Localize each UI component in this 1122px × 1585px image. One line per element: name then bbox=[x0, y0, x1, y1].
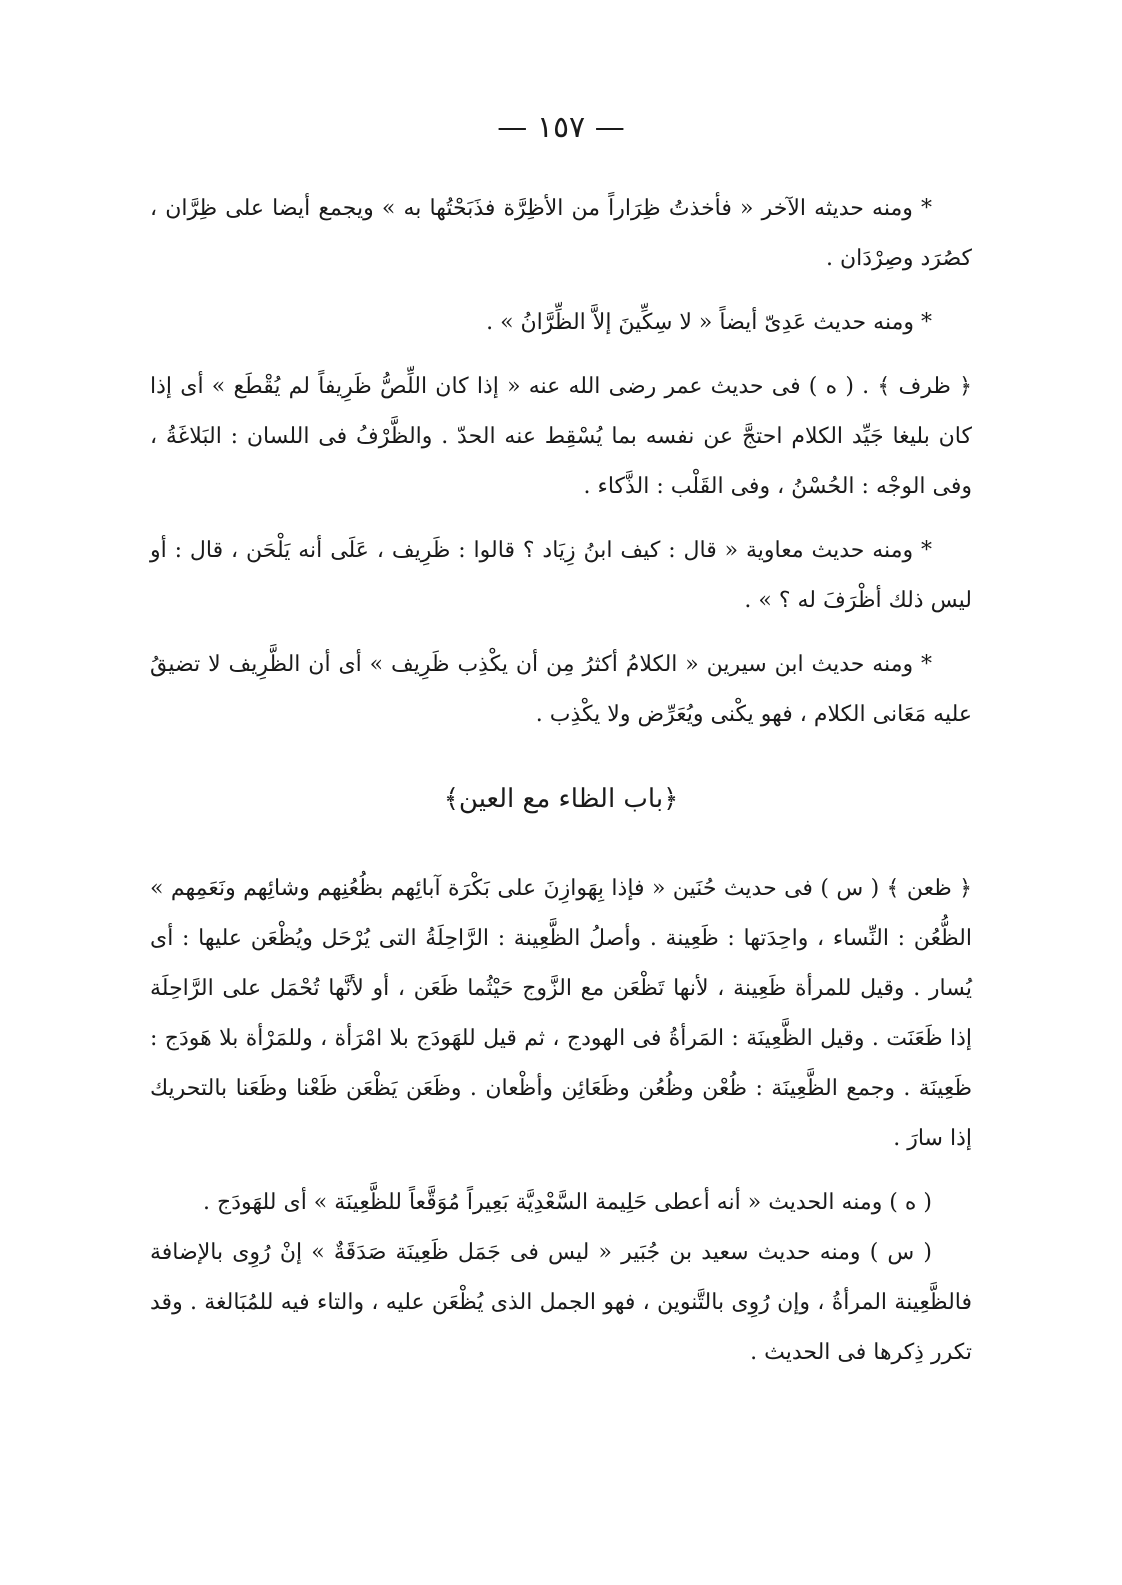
page-number: — ١٥٧ — bbox=[497, 110, 625, 145]
paragraph: * ومنه حديثه الآخر « فأخذتُ ظِرَاراً من الأظِرَّة فذَبَحْتُها به » ويجمع أيضا على ظِرَّان ، كصُرَد وصِرْدَان . bbox=[150, 196, 972, 271]
paragraph: ( س ) ومنه حديث سعيد بن جُبَير « ليس فى جَمَل ظَعِينَة صَدَقَةٌ » إنْ رُوِى بالإضافة فالظَّعِينة المرأةُ ، وإن رُوِى بالتَّنوين ، فهو الجمل الذى يُظْعَن عليه ، والتاء فيه للمُبَالغة . وقد تكرر ذِكرها فى الحديث . bbox=[150, 1240, 972, 1365]
paragraph: * ومنه حديث معاوية « قال : كيف ابنُ زِيَاد ؟ قالوا : ظَرِيف ، عَلَى أنه يَلْحَن ، قال : أو ليس ذلك أظْرَفَ له ؟ » . bbox=[150, 538, 972, 613]
entries-bottom bbox=[150, 864, 972, 1378]
entry-zaan: ﴿ ظعن ﴾ ( س ) فى حديث حُنَين « فإذا بِهَوازِنَ على بَكْرَة آبائِهم بظُعُنِهم وشائِهم ونَعَمِهم » الظُّعُن : النِّساء ، واحِدَتها : ظَعِينة . وأصلُ الظَّعِينة : الرَّاحِلَةُ التى يُرْحَل ويُظْعَن عليها : أى يُسار . وقيل للمرأة ظَعِينة ، لأنها تَظْعَن مع الزَّوج حَيْثُما ظَعَن ، أو لأنَّها تُحْمَل على الرَّاحِلَة إذا ظَعَنَت . وقيل الظَّعِينَة : المَرأةُ فى الهودج ، ثم قيل للهَودَج بلا امْرَأة ، وللمَرْأة بلا هَودَج : ظَعِينَة . وجمع الظَّعِينَة : ظُعْن وظُعُن وظَعَائِن وأظْعان . وظَعَن يَظْعَن ظَعْنا وظَعَنا بالتحريك إذا سارَ . bbox=[150, 876, 972, 1151]
section-title: ﴿باب الظاء مع العين﴾ bbox=[443, 784, 679, 814]
paragraph: * ومنه حديث عَدِىّ أيضاً « لا سِكِّينَ إلاَّ الظِّرَّانُ » . bbox=[486, 310, 932, 335]
paragraph: * ومنه حديث ابن سيرين « الكلامُ أكثرُ مِن أن يكْذِب ظَرِيف » أى أن الظَّرِيف لا تضيقُ عليه مَعَانى الكلام ، فهو يكْنى ويُعَرِّض ولا يكْذِب . bbox=[150, 652, 972, 727]
paragraph: ( ه ) ومنه الحديث « أنه أعطى حَلِيمة السَّعْدِيَّة بَعِيراً مُوَقَّعاً للظَّعِينَة » أى للهَودَج . bbox=[203, 1190, 932, 1215]
entries-top bbox=[150, 184, 972, 740]
entry-zarf: ﴿ ظرف ﴾ . ( ه ) فى حديث عمر رضى الله عنه « إذا كان اللِّصُّ ظَرِيفاً لم يُقْطَع » أى إذا كان بليغا جَيِّد الكلام احتجَّ عن نفسه بما يُسْقِط عنه الحدّ . والظَّرْفُ فى اللسان : البَلاغَةُ ، وفى الوجْه : الحُسْنُ ، وفى القَلْب : الذَّكاء . bbox=[150, 374, 972, 499]
